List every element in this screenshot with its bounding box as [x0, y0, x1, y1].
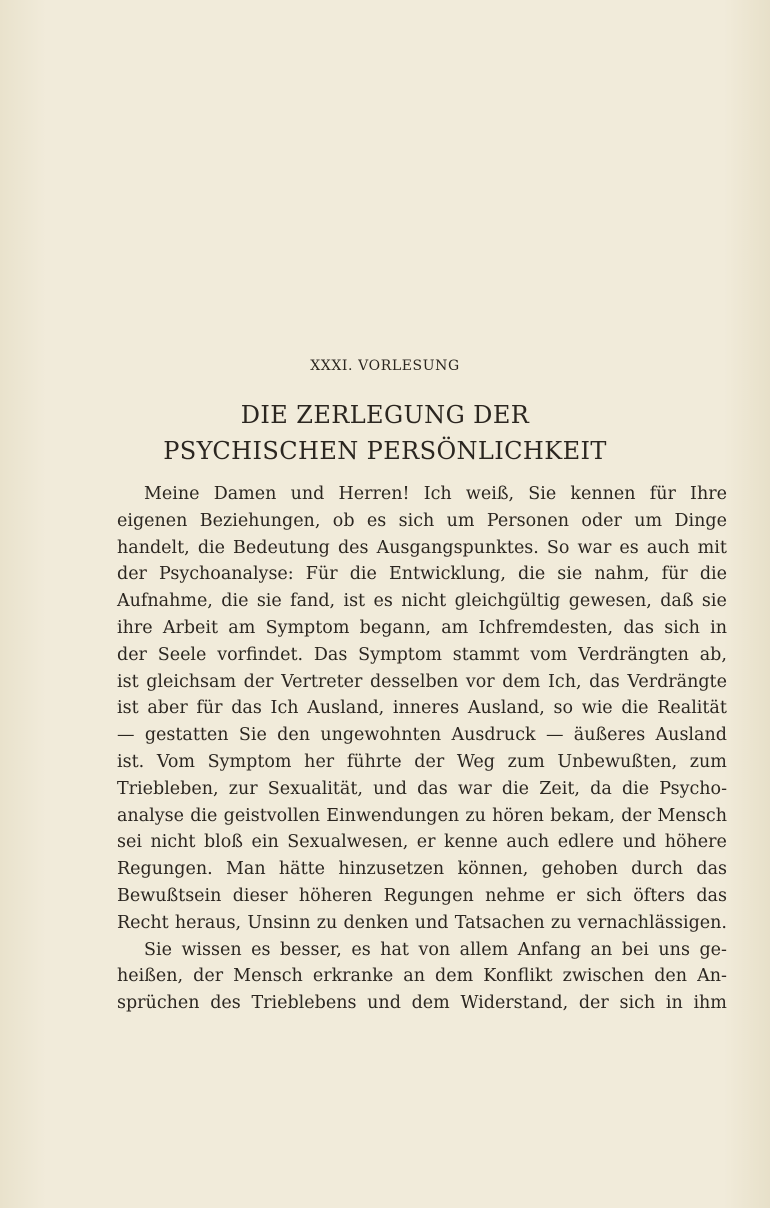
- chapter-title-line-2: PSYCHISCHEN PERSÖNLICHKEIT: [163, 437, 607, 465]
- text-line: ihre Arbeit am Symptom begann, am Ichfremdesten, das sich in: [117, 617, 727, 638]
- text-line: ist. Vom Symptom her führte der Weg zum Unbewußten, zum: [117, 751, 727, 772]
- text-line: Triebleben, zur Sexualität, und das war die Zeit, da die Psycho-: [117, 778, 727, 799]
- text-line: heißen, der Mensch erkranke an dem Konflikt zwischen den An-: [117, 966, 727, 987]
- text-line: Aufnahme, die sie fand, ist es nicht gleichgültig gewesen, daß sie: [117, 591, 727, 612]
- text-line: ist gleichsam der Vertreter desselben vor dem Ich, das Verdrängte: [117, 671, 727, 692]
- text-line: analyse die geistvollen Einwendungen zu hören bekam, der Mensch: [117, 805, 727, 826]
- text-line: der Seele vorfindet. Das Symptom stammt vom Verdrängten ab,: [117, 644, 727, 665]
- text-line: sei nicht bloß ein Sexualwesen, er kenne auch edlere und höhere: [117, 832, 727, 853]
- text-line: handelt, die Bedeutung des Ausgangspunktes. So war es auch mit: [117, 537, 727, 558]
- lecture-heading: XXXI. VORLESUNG: [310, 358, 460, 374]
- chapter-title-line-1: DIE ZERLEGUNG DER: [240, 401, 530, 429]
- text-line: Bewußtsein dieser höheren Regungen nehme er sich öfters das: [117, 885, 727, 906]
- chapter-title: [0, 397, 770, 469]
- text-line: Meine Damen und Herren! Ich weiß, Sie kennen für Ihre: [144, 484, 727, 504]
- text-line: Sie wissen es besser, es hat von allem Anfang an bei uns ge-: [144, 939, 727, 960]
- text-line: — gestatten Sie den ungewohnten Ausdruck — äußeres Ausland: [117, 725, 727, 746]
- text-line: Recht heraus, Unsinn zu denken und Tatsachen zu vernachlässigen.: [117, 912, 727, 933]
- text-line: Regungen. Man hätte hinzusetzen können, gehoben durch das: [117, 859, 727, 880]
- body-text: [117, 481, 727, 1017]
- text-line: ist aber für das Ich Ausland, inneres Ausland, so wie die Realität: [117, 698, 727, 719]
- text-line: eigenen Beziehungen, ob es sich um Personen oder um Dinge: [117, 510, 727, 531]
- text-line: der Psychoanalyse: Für die Entwicklung, die sie nahm, für die: [117, 564, 727, 585]
- text-line: sprüchen des Trieblebens und dem Widerstand, der sich in ihm: [117, 993, 727, 1014]
